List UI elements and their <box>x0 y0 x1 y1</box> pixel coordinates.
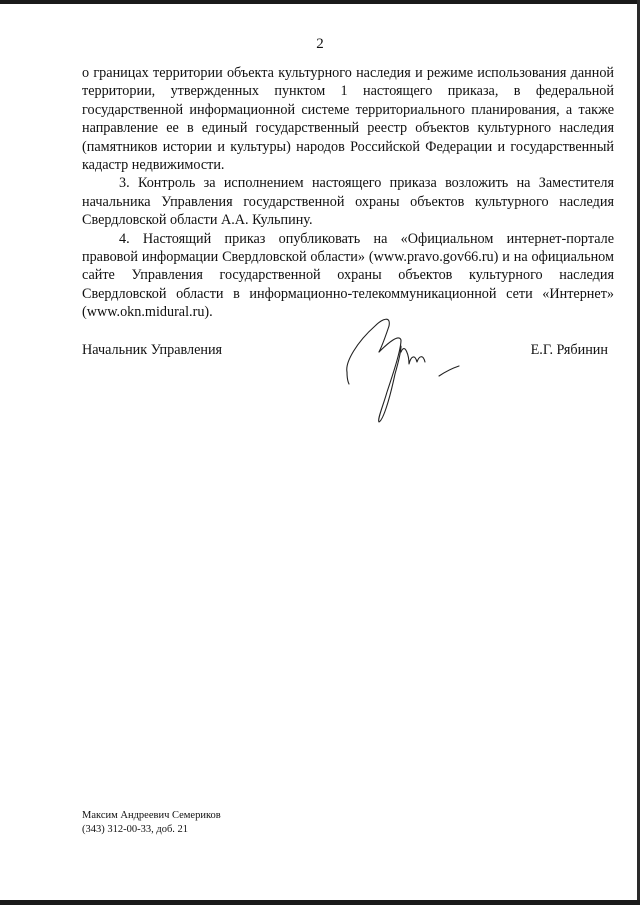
document-body <box>82 64 614 322</box>
executor-name: Максим Андреевич Семериков <box>82 810 221 821</box>
signer-position: Начальник Управления <box>82 342 223 358</box>
signer-name: Е.Г. Рябинин <box>530 342 608 358</box>
paragraph-item-3: 3. Контроль за исполнением настоящего приказа возложить на Заместителя начальника Управления государственной охраны объектов культурного наследия Свердловской области А.А. Кульпину. <box>82 175 614 229</box>
scan-border-top <box>0 0 640 4</box>
scan-border-bottom <box>0 900 640 905</box>
paragraph-item-4: 4. Настоящий приказ опубликовать на «Официальном интернет-портале правовой информации Свердловской области» (www.pravo.gov66.ru) и на официальном сайте Управления государственной охраны объектов культурного наследия Свердловской области в информационно-телекоммуникационной сети «Интернет» (www.okn.midural.ru). <box>82 230 614 321</box>
executor-phone: (343) 312-00-33, доб. 21 <box>82 824 189 835</box>
page-number: 2 <box>316 36 324 52</box>
executor-info <box>82 809 221 837</box>
paragraph-continuation: о границах территории объекта культурного наследия и режиме использования данной территории, утвержденных пунктом 1 настоящего приказа, в федеральной государственной информационной системе территориального планирования, а также направление ее в единый государственный реестр объектов культурного наследия (памятников истории и культуры) народов Российской Федерации и государственный кадастр недвижимости. <box>82 65 614 174</box>
handwritten-signature <box>335 312 475 427</box>
